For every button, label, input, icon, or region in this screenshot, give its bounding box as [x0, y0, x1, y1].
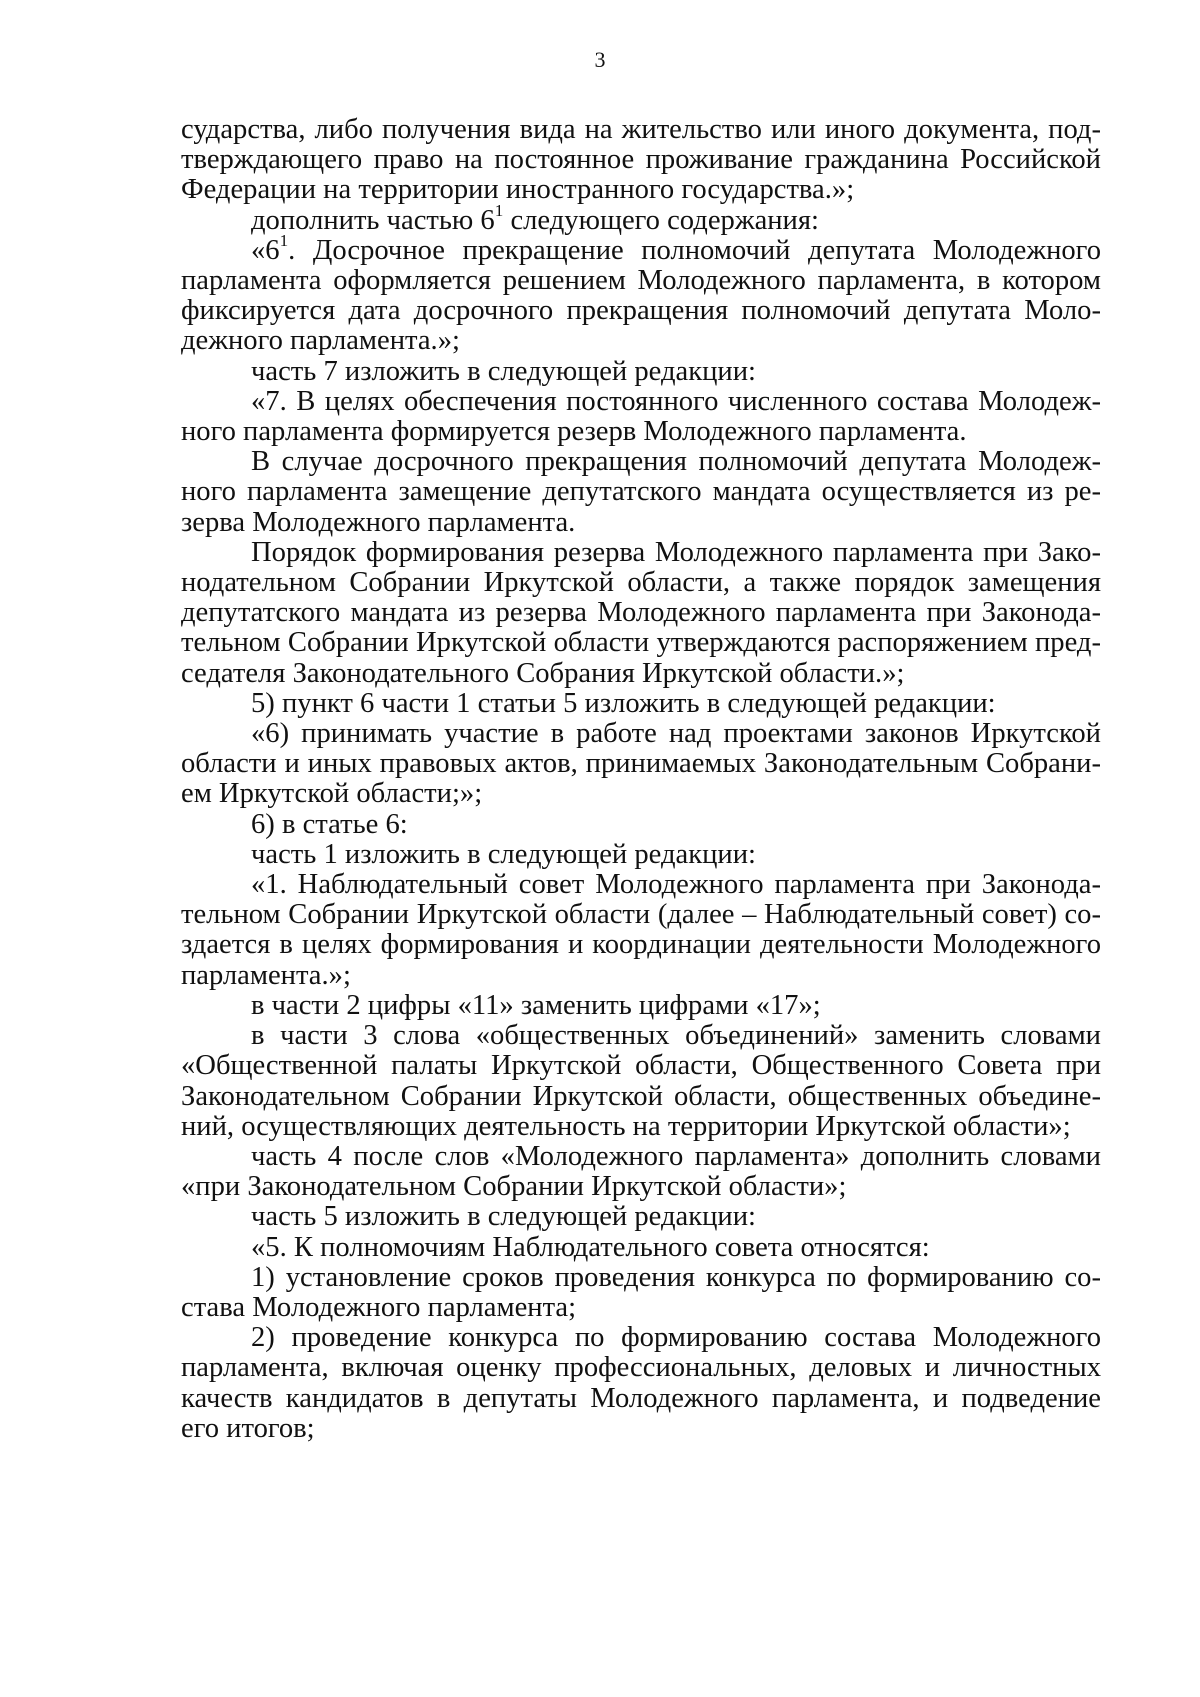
- paragraph: В случае досрочного прекращения полномочий депутата Молодежного парламента замещение депутатского мандата осуществляется из резерва Молодежного парламента.: [181, 446, 1101, 538]
- paragraph: в части 3 слова «общественных объединений» заменить словами «Общественной палаты Иркутской области, Общественного Совета при Законодательном Собрании Иркутской области, общественных объединений, осуществляющих деятельность на территории Иркутской области»;: [181, 1020, 1101, 1142]
- paragraph: «1. Наблюдательный совет Молодежного парламента при Законодательном Собрании Иркутской области (далее – Наблюдательный совет) создается в целях формирования и координации деятельности Молодежного парламента.»;: [181, 869, 1101, 991]
- paragraph: «7. В целях обеспечения постоянного численного состава Молодежного парламента формируется резерв Молодежного парламента.: [181, 385, 1101, 448]
- paragraph: часть 4 после слов «Молодежного парламента» дополнить словами «при Законодательном Собрании Иркутской области»;: [181, 1140, 1101, 1203]
- paragraph: «6) принимать участие в работе над проектами законов Иркутской области и иных правовых актов, принимаемых Законодательным Собранием Иркутской области;»;: [181, 718, 1101, 810]
- superscript: 1: [279, 230, 289, 250]
- paragraph: часть 5 изложить в следующей редакции:: [251, 1201, 756, 1233]
- page-number: 3: [594, 47, 606, 72]
- paragraph: часть 7 изложить в следующей редакции:: [251, 355, 756, 387]
- paragraph: 1) установление сроков проведения конкурса по формированию состава Молодежного парламента;: [181, 1261, 1101, 1323]
- paragraph: «$6^1$. Досрочное прекращение полномочий депутата Молодежного парламента оформляется решением Молодежного парламента, в котором фиксируется дата досрочного прекращения полномочий депутата Молодежного парламента.»;: [181, 230, 1101, 357]
- paragraph: дополнить частью $6^1$ следующего содержания:: [251, 200, 819, 236]
- paragraph: сударства, либо получения вида на жительство или иного документа, подтверждающего право на постоянное проживание гражданина Российской Федерации на территории иностранного государства.»;: [181, 114, 1101, 206]
- body-text: [181, 115, 1101, 1444]
- paragraph: 2) проведение конкурса по формированию состава Молодежного парламента, включая оценку профессиональных, деловых и личностных качеств кандидатов в депутаты Молодежного парламента, и подведение его итогов;: [181, 1322, 1101, 1444]
- paragraph: часть 1 изложить в следующей редакции:: [251, 838, 756, 870]
- paragraph: «5. К полномочиям Наблюдательного совета относятся:: [251, 1231, 930, 1263]
- paragraph: в части 2 цифры «11» заменить цифрами «17»;: [251, 989, 821, 1021]
- superscript: 1: [494, 200, 504, 220]
- paragraph: 6) в статье 6:: [251, 808, 408, 840]
- paragraph: 5) пункт 6 части 1 статьи 5 изложить в следующей редакции:: [251, 687, 996, 719]
- paragraph: Порядок формирования резерва Молодежного парламента при Законодательном Собрании Иркутской области, а также порядок замещения депутатского мандата из резерва Молодежного парламента при Законодательном Собрании Иркутской области утверждаются распоряжением председателя Законодательного Собрания Иркутской области.»;: [181, 536, 1101, 689]
